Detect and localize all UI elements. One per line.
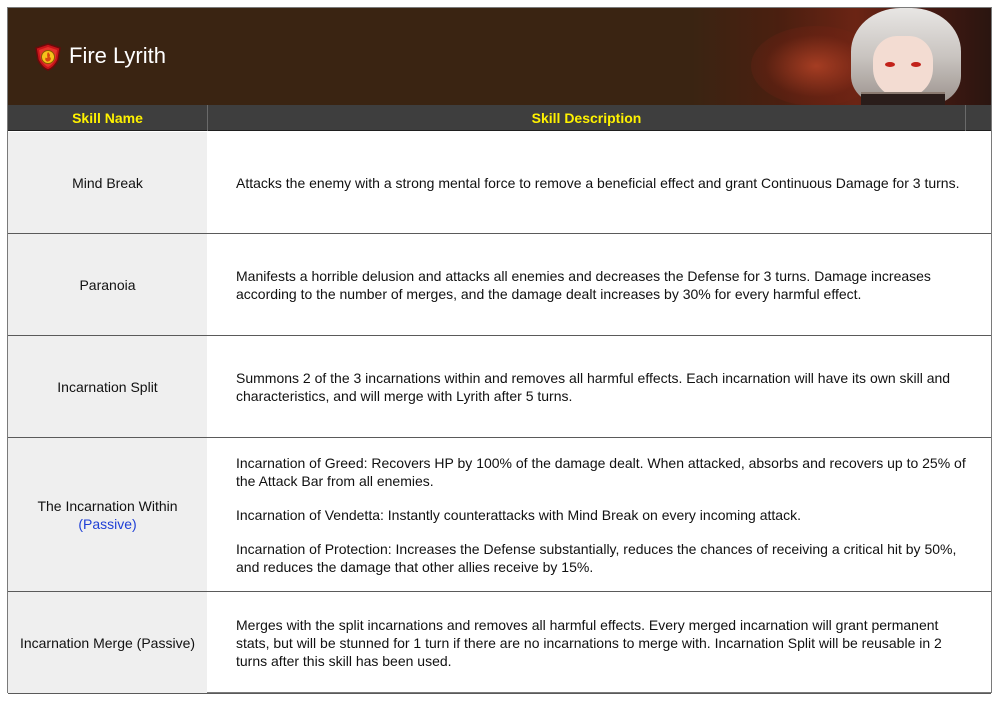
column-header-spacer — [966, 105, 991, 131]
column-header-skill-description: Skill Description — [208, 105, 966, 131]
table-row — [8, 234, 991, 336]
table-row — [8, 438, 991, 592]
skill-description: Manifests a horrible delusion and attacks all enemies and decreases the Defense for 3 turns. Damage increases according to the number of merges, and the damage dealt increases by 30% for every harmful effect. — [236, 267, 931, 302]
skill-name: Paranoia — [79, 276, 136, 293]
skill-description: Incarnation of Greed: Recovers HP by 100% of the damage dealt. When attacked, absorbs and recovers up to 25% of the Attack Bar from all enemies. — [236, 454, 966, 489]
skill-name: Mind Break — [72, 174, 143, 191]
skill-name: Incarnation Merge (Passive) — [19, 634, 196, 651]
skill-description: Incarnation of Protection: Increases the Defense substantially, reduces the chances of receiving a critical hit by 50%, and reduces the damage that other allies receive by 15%. — [236, 540, 957, 575]
skill-name-cell — [8, 592, 207, 693]
skill-description-cell — [236, 438, 966, 591]
skill-name: The Incarnation Within — [37, 497, 178, 514]
table-row — [8, 592, 991, 694]
skill-description-cell — [236, 336, 966, 437]
passive-tag: (Passive) — [78, 515, 137, 532]
table-row — [8, 132, 991, 234]
skill-name: Incarnation Split — [57, 378, 158, 395]
table-header — [8, 105, 991, 131]
skill-description-cell — [236, 132, 966, 233]
skill-description: Incarnation of Vendetta: Instantly counterattacks with Mind Break on every incoming attack. — [236, 506, 801, 523]
lyrith-portrait — [691, 8, 991, 105]
skill-description: Attacks the enemy with a strong mental force to remove a beneficial effect and grant Continuous Damage for 3 turns. — [236, 174, 960, 191]
table-row — [8, 336, 991, 438]
portrait-collar — [861, 92, 945, 105]
monster-title: Fire Lyrith — [69, 43, 166, 68]
skill-name-cell — [8, 132, 207, 233]
fire-element-shield-icon — [34, 43, 62, 71]
skill-name-cell — [8, 336, 207, 437]
portrait-face — [873, 36, 933, 98]
monster-banner — [8, 8, 991, 105]
skill-card — [7, 7, 992, 693]
portrait-eye-right — [911, 62, 921, 67]
portrait-eye-left — [885, 62, 895, 67]
column-header-skill-name: Skill Name — [8, 105, 208, 131]
skill-name-cell — [8, 438, 207, 591]
skill-description-cell — [236, 234, 966, 335]
skill-name-cell — [8, 234, 207, 335]
skill-description: Merges with the split incarnations and removes all harmful effects. Every merged incarnation will grant permanent stats, but will be stunned for 1 turn if there are no incarnations to merge with. Incarnation Split will be reusable in 2 turns after this skill has been used. — [236, 616, 942, 669]
skill-description: Summons 2 of the 3 incarnations within and removes all harmful effects. Each incarnation will have its own skill and characteristics, and will merge with Lyrith after 5 turns. — [236, 369, 951, 404]
skill-description-cell — [236, 592, 966, 693]
